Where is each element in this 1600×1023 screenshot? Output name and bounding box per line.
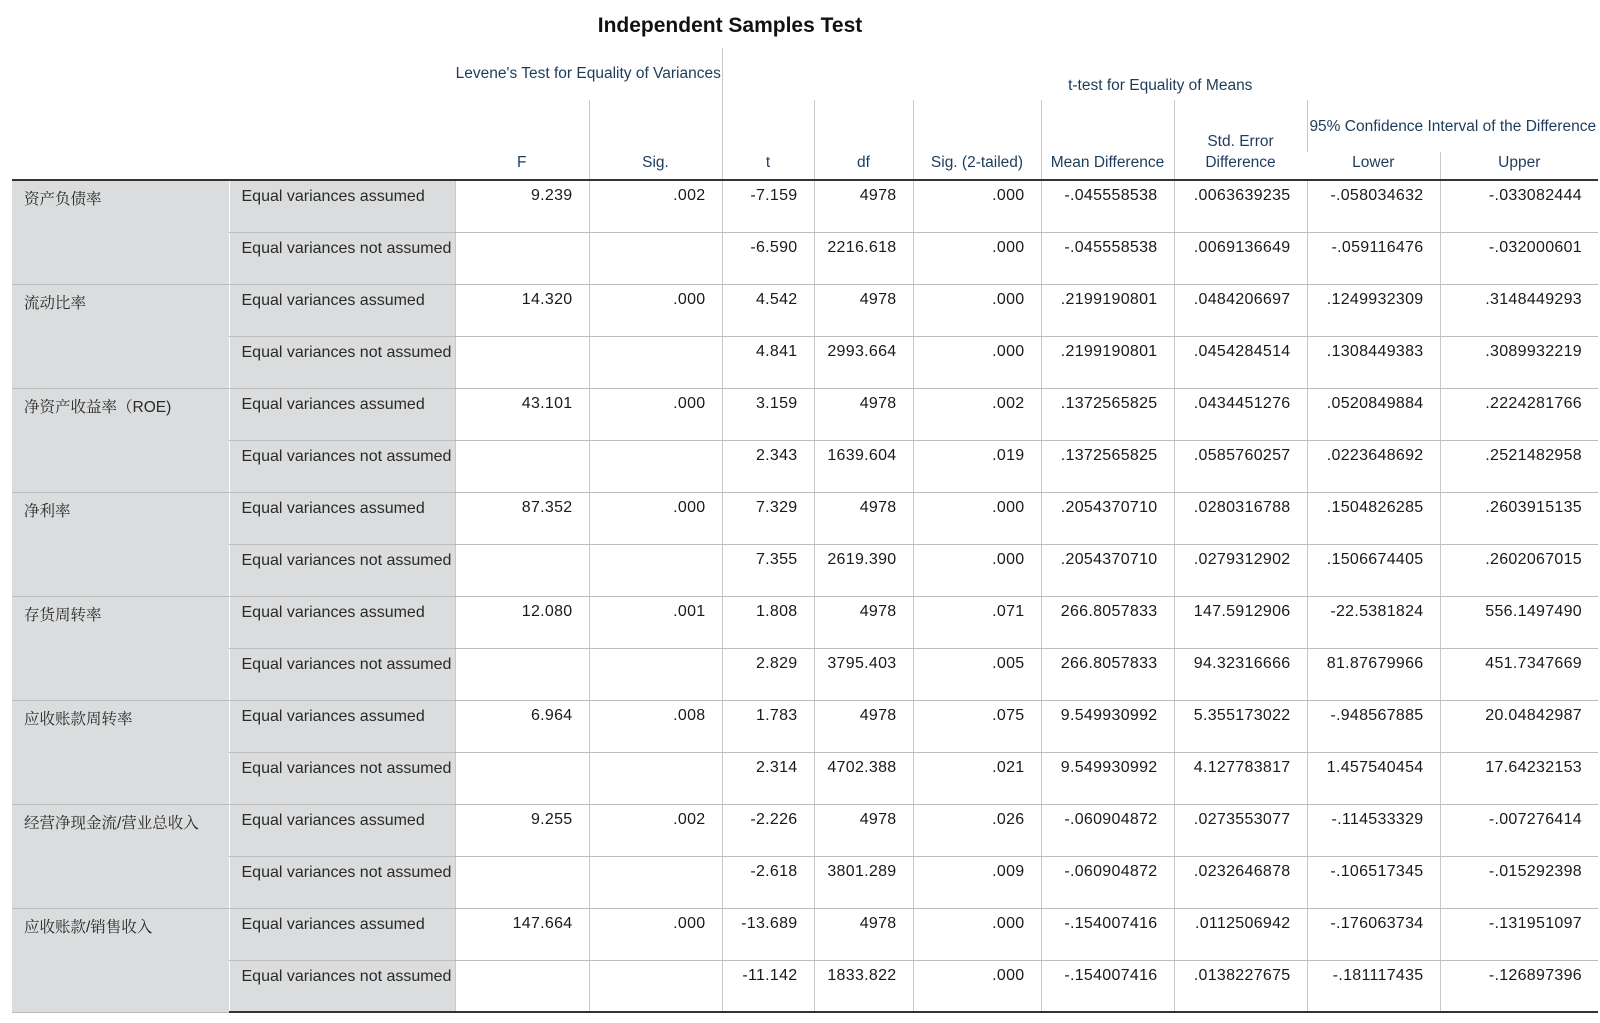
variance-assumption-label: Equal variances assumed xyxy=(229,908,455,960)
table-body xyxy=(12,180,1598,1012)
sig-value xyxy=(589,544,722,596)
std-error-difference-value: .0279312902 xyxy=(1174,544,1307,596)
variance-assumption-label: Equal variances not assumed xyxy=(229,440,455,492)
independent-samples-test-table xyxy=(12,48,1598,1013)
df-value: 4978 xyxy=(814,596,913,648)
sig-2-tailed-value: .009 xyxy=(913,856,1041,908)
f-value xyxy=(455,544,589,596)
ci-upper-value: .2521482958 xyxy=(1440,440,1598,492)
ci-lower-value: .0223648692 xyxy=(1307,440,1440,492)
mean-difference-value: 9.549930992 xyxy=(1041,752,1174,804)
t-value: 2.829 xyxy=(722,648,814,700)
ci-upper-value: 20.04842987 xyxy=(1440,700,1598,752)
col-header-ci-lower: Lower xyxy=(1307,152,1440,180)
std-error-difference-value: .0585760257 xyxy=(1174,440,1307,492)
mean-difference-value: .1372565825 xyxy=(1041,388,1174,440)
variable-name: 流动比率 xyxy=(12,284,229,388)
sig-2-tailed-value: .075 xyxy=(913,700,1041,752)
col-header-t: t xyxy=(722,100,814,180)
table-row xyxy=(12,440,1598,492)
ci-upper-value: .2603915135 xyxy=(1440,492,1598,544)
std-error-difference-value: .0280316788 xyxy=(1174,492,1307,544)
t-value: 2.343 xyxy=(722,440,814,492)
ci-lower-value: .1504826285 xyxy=(1307,492,1440,544)
std-error-difference-value: .0232646878 xyxy=(1174,856,1307,908)
mean-difference-value: -.045558538 xyxy=(1041,232,1174,284)
mean-difference-value: .2199190801 xyxy=(1041,284,1174,336)
ci-upper-value: .2602067015 xyxy=(1440,544,1598,596)
variance-assumption-label: Equal variances assumed xyxy=(229,700,455,752)
sig-value: .002 xyxy=(589,180,722,232)
sig-value: .001 xyxy=(589,596,722,648)
df-value: 4978 xyxy=(814,180,913,232)
ci-lower-value: 81.87679966 xyxy=(1307,648,1440,700)
sig-2-tailed-value: .002 xyxy=(913,388,1041,440)
variance-assumption-label: Equal variances assumed xyxy=(229,804,455,856)
sig-value: .000 xyxy=(589,388,722,440)
table-row xyxy=(12,284,1598,336)
sig-value: .000 xyxy=(589,908,722,960)
std-error-difference-value: .0063639235 xyxy=(1174,180,1307,232)
mean-difference-value: .2054370710 xyxy=(1041,544,1174,596)
table-row xyxy=(12,752,1598,804)
variable-name: 存货周转率 xyxy=(12,596,229,700)
f-value xyxy=(455,232,589,284)
df-value: 4978 xyxy=(814,804,913,856)
mean-difference-value: -.060904872 xyxy=(1041,856,1174,908)
df-value: 2216.618 xyxy=(814,232,913,284)
df-value: 4978 xyxy=(814,492,913,544)
f-value: 147.664 xyxy=(455,908,589,960)
std-error-difference-value: .0454284514 xyxy=(1174,336,1307,388)
table-row xyxy=(12,180,1598,232)
variance-assumption-label: Equal variances assumed xyxy=(229,180,455,232)
mean-difference-value: 266.8057833 xyxy=(1041,596,1174,648)
sig-value xyxy=(589,440,722,492)
ci-upper-value: .3148449293 xyxy=(1440,284,1598,336)
variance-assumption-label: Equal variances not assumed xyxy=(229,960,455,1012)
t-value: -2.226 xyxy=(722,804,814,856)
f-value xyxy=(455,752,589,804)
ci-upper-value: -.126897396 xyxy=(1440,960,1598,1012)
df-value: 4978 xyxy=(814,700,913,752)
mean-difference-value: 266.8057833 xyxy=(1041,648,1174,700)
t-value: 3.159 xyxy=(722,388,814,440)
col-header-ci-upper: Upper xyxy=(1440,152,1598,180)
sig-value xyxy=(589,960,722,1012)
variable-name: 净利率 xyxy=(12,492,229,596)
t-value: 1.808 xyxy=(722,596,814,648)
std-error-difference-value: 94.32316666 xyxy=(1174,648,1307,700)
ci-upper-value: .3089932219 xyxy=(1440,336,1598,388)
sig-2-tailed-value: .019 xyxy=(913,440,1041,492)
df-value: 2993.664 xyxy=(814,336,913,388)
std-error-difference-value: .0112506942 xyxy=(1174,908,1307,960)
df-value: 3795.403 xyxy=(814,648,913,700)
table-row xyxy=(12,388,1598,440)
stub-header-1 xyxy=(12,48,229,180)
ci-upper-value: 17.64232153 xyxy=(1440,752,1598,804)
ci-lower-value: -.948567885 xyxy=(1307,700,1440,752)
t-value: 7.355 xyxy=(722,544,814,596)
sig-2-tailed-value: .000 xyxy=(913,908,1041,960)
table-row xyxy=(12,492,1598,544)
ci-upper-value: 451.7347669 xyxy=(1440,648,1598,700)
sig-2-tailed-value: .000 xyxy=(913,492,1041,544)
f-value: 43.101 xyxy=(455,388,589,440)
t-value: 7.329 xyxy=(722,492,814,544)
t-value: -11.142 xyxy=(722,960,814,1012)
variance-assumption-label: Equal variances assumed xyxy=(229,492,455,544)
variance-assumption-label: Equal variances not assumed xyxy=(229,336,455,388)
sig-value: .000 xyxy=(589,492,722,544)
variance-assumption-label: Equal variances not assumed xyxy=(229,648,455,700)
table-row xyxy=(12,232,1598,284)
ci-lower-value: -22.5381824 xyxy=(1307,596,1440,648)
std-error-difference-value: .0434451276 xyxy=(1174,388,1307,440)
std-error-difference-value: .0273553077 xyxy=(1174,804,1307,856)
df-value: 2619.390 xyxy=(814,544,913,596)
variable-name: 资产负债率 xyxy=(12,180,229,284)
variance-assumption-label: Equal variances assumed xyxy=(229,284,455,336)
t-value: -7.159 xyxy=(722,180,814,232)
table-row xyxy=(12,804,1598,856)
mean-difference-value: .1372565825 xyxy=(1041,440,1174,492)
col-header-f: F xyxy=(455,100,589,180)
variance-assumption-label: Equal variances not assumed xyxy=(229,856,455,908)
col-header-sig: Sig. xyxy=(589,100,722,180)
mean-difference-value: .2054370710 xyxy=(1041,492,1174,544)
sig-2-tailed-value: .000 xyxy=(913,284,1041,336)
t-value: -6.590 xyxy=(722,232,814,284)
t-value: 2.314 xyxy=(722,752,814,804)
t-value: -13.689 xyxy=(722,908,814,960)
sig-value xyxy=(589,648,722,700)
sig-value: .008 xyxy=(589,700,722,752)
table-row xyxy=(12,856,1598,908)
ci-lower-value: .1308449383 xyxy=(1307,336,1440,388)
sig-value: .000 xyxy=(589,284,722,336)
sig-2-tailed-value: .005 xyxy=(913,648,1041,700)
ci-lower-value: -.114533329 xyxy=(1307,804,1440,856)
variance-assumption-label: Equal variances assumed xyxy=(229,596,455,648)
ci-upper-value: .2224281766 xyxy=(1440,388,1598,440)
table-row xyxy=(12,700,1598,752)
variance-assumption-label: Equal variances not assumed xyxy=(229,752,455,804)
f-value: 87.352 xyxy=(455,492,589,544)
ci-upper-value: 556.1497490 xyxy=(1440,596,1598,648)
ci-lower-value: -.106517345 xyxy=(1307,856,1440,908)
df-value: 4978 xyxy=(814,284,913,336)
ci-upper-value: -.015292398 xyxy=(1440,856,1598,908)
table-title: Independent Samples Test xyxy=(597,14,863,37)
ci-upper-value: -.131951097 xyxy=(1440,908,1598,960)
f-value xyxy=(455,648,589,700)
mean-difference-value: -.154007416 xyxy=(1041,908,1174,960)
sig-value xyxy=(589,856,722,908)
col-header-mean-difference: Mean Difference xyxy=(1041,100,1174,180)
t-value: 4.542 xyxy=(722,284,814,336)
std-error-difference-value: .0069136649 xyxy=(1174,232,1307,284)
df-value: 4978 xyxy=(814,388,913,440)
variable-name: 应收账款周转率 xyxy=(12,700,229,804)
df-value: 3801.289 xyxy=(814,856,913,908)
sig-2-tailed-value: .000 xyxy=(913,180,1041,232)
sig-2-tailed-value: .021 xyxy=(913,752,1041,804)
sig-2-tailed-value: .000 xyxy=(913,232,1041,284)
sig-value xyxy=(589,752,722,804)
f-value xyxy=(455,960,589,1012)
variance-assumption-label: Equal variances not assumed xyxy=(229,232,455,284)
sig-value: .002 xyxy=(589,804,722,856)
ci-lower-value: .0520849884 xyxy=(1307,388,1440,440)
f-value xyxy=(455,856,589,908)
mean-difference-value: .2199190801 xyxy=(1041,336,1174,388)
sig-2-tailed-value: .000 xyxy=(913,960,1041,1012)
mean-difference-value: 9.549930992 xyxy=(1041,700,1174,752)
f-value: 9.255 xyxy=(455,804,589,856)
mean-difference-value: -.045558538 xyxy=(1041,180,1174,232)
df-value: 1833.822 xyxy=(814,960,913,1012)
table-row xyxy=(12,336,1598,388)
ci-lower-value: .1249932309 xyxy=(1307,284,1440,336)
ci-header: 95% Confidence Interval of the Difference xyxy=(1307,100,1598,152)
f-value: 6.964 xyxy=(455,700,589,752)
df-value: 4702.388 xyxy=(814,752,913,804)
sig-2-tailed-value: .000 xyxy=(913,544,1041,596)
f-value xyxy=(455,440,589,492)
f-value: 9.239 xyxy=(455,180,589,232)
f-value: 12.080 xyxy=(455,596,589,648)
levene-header: Levene's Test for Equality of Variances xyxy=(455,64,721,82)
variable-name: 经营净现金流/营业总收入 xyxy=(12,804,229,908)
col-header-std-error-difference: Std. Error Difference xyxy=(1174,100,1307,180)
t-value: -2.618 xyxy=(722,856,814,908)
ci-lower-value: -.058034632 xyxy=(1307,180,1440,232)
ttest-header: t-test for Equality of Means xyxy=(722,48,1598,100)
table-header xyxy=(12,48,1598,180)
mean-difference-value: -.154007416 xyxy=(1041,960,1174,1012)
sig-value xyxy=(589,232,722,284)
std-error-difference-value: 4.127783817 xyxy=(1174,752,1307,804)
variable-name: 应收账款/销售收入 xyxy=(12,908,229,1012)
ci-upper-value: -.032000601 xyxy=(1440,232,1598,284)
f-value: 14.320 xyxy=(455,284,589,336)
ci-lower-value: -.181117435 xyxy=(1307,960,1440,1012)
table-row xyxy=(12,544,1598,596)
ci-upper-value: -.033082444 xyxy=(1440,180,1598,232)
table-row xyxy=(12,596,1598,648)
std-error-difference-value: 147.5912906 xyxy=(1174,596,1307,648)
col-header-sig-2-tailed: Sig. (2-tailed) xyxy=(913,100,1041,180)
mean-difference-value: -.060904872 xyxy=(1041,804,1174,856)
t-value: 1.783 xyxy=(722,700,814,752)
table-row xyxy=(12,648,1598,700)
std-error-difference-value: .0138227675 xyxy=(1174,960,1307,1012)
std-error-difference-value: .0484206697 xyxy=(1174,284,1307,336)
ci-lower-value: -.059116476 xyxy=(1307,232,1440,284)
col-header-df: df xyxy=(814,100,913,180)
std-error-difference-value: 5.355173022 xyxy=(1174,700,1307,752)
table-row xyxy=(12,960,1598,1012)
ci-upper-value: -.007276414 xyxy=(1440,804,1598,856)
stub-header-2 xyxy=(229,48,455,180)
df-value: 1639.604 xyxy=(814,440,913,492)
ci-lower-value: 1.457540454 xyxy=(1307,752,1440,804)
table-row xyxy=(12,908,1598,960)
t-value: 4.841 xyxy=(722,336,814,388)
sig-value xyxy=(589,336,722,388)
f-value xyxy=(455,336,589,388)
sig-2-tailed-value: .026 xyxy=(913,804,1041,856)
df-value: 4978 xyxy=(814,908,913,960)
variance-assumption-label: Equal variances not assumed xyxy=(229,544,455,596)
ci-lower-value: .1506674405 xyxy=(1307,544,1440,596)
sig-2-tailed-value: .000 xyxy=(913,336,1041,388)
ci-lower-value: -.176063734 xyxy=(1307,908,1440,960)
variable-name: 净资产收益率（ROE) xyxy=(12,388,229,492)
sig-2-tailed-value: .071 xyxy=(913,596,1041,648)
variance-assumption-label: Equal variances assumed xyxy=(229,388,455,440)
